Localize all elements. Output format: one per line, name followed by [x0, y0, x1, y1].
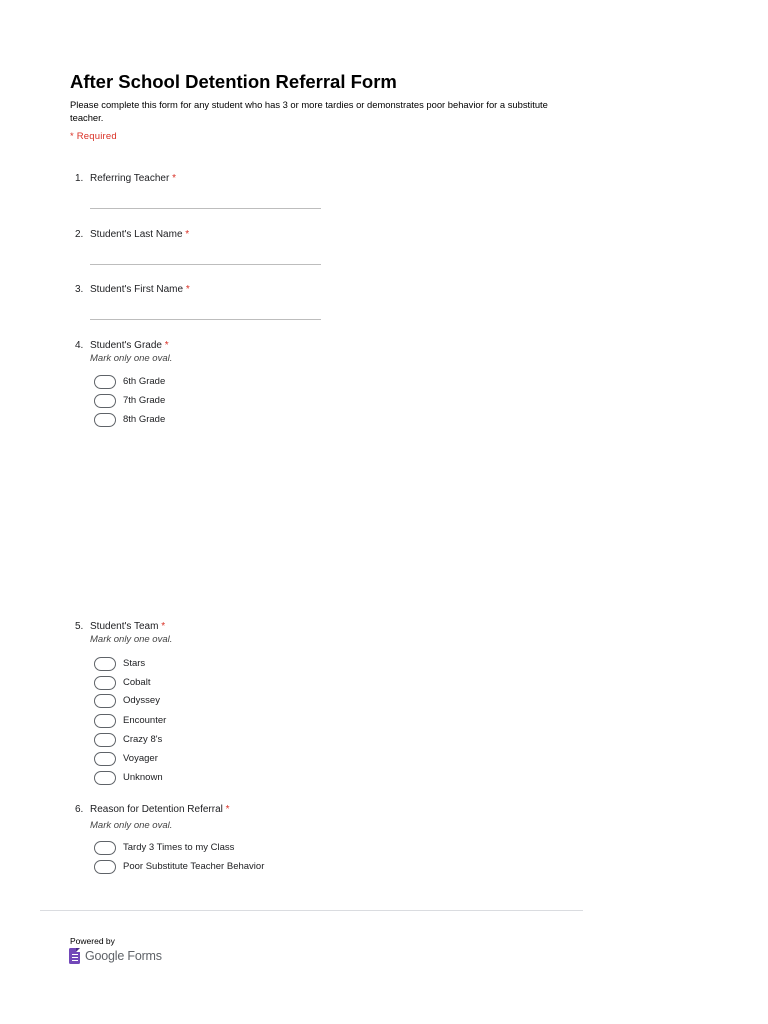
required-star: * — [185, 229, 190, 240]
question-number: 6. — [75, 804, 84, 815]
radio-oval[interactable] — [94, 394, 116, 408]
question-number: 2. — [75, 229, 84, 240]
option-label: 6th Grade — [123, 376, 166, 387]
option-encounter[interactable] — [94, 714, 394, 728]
footer-divider — [40, 910, 583, 911]
question-label: Referring Teacher * — [90, 173, 176, 184]
option-stars[interactable] — [94, 657, 394, 671]
option-6th-grade[interactable] — [94, 375, 394, 389]
radio-oval[interactable] — [94, 733, 116, 747]
option-odyssey[interactable] — [94, 694, 394, 708]
radio-oval[interactable] — [94, 657, 116, 671]
question-number: 1. — [75, 173, 84, 184]
question-number: 5. — [75, 621, 84, 632]
question-label: Student's Team * — [90, 621, 166, 632]
question-label: Reason for Detention Referral * — [90, 804, 230, 815]
required-star: * — [161, 621, 166, 632]
radio-oval[interactable] — [94, 841, 116, 855]
radio-oval[interactable] — [94, 413, 116, 427]
google-forms-wordmark: Google Forms — [85, 949, 162, 963]
radio-oval[interactable] — [94, 694, 116, 708]
question-label: Student's Last Name * — [90, 229, 190, 240]
required-star: * — [172, 173, 176, 184]
option-label: Odyssey — [123, 695, 160, 706]
form-description: Please complete this form for any student who has 3 or more tardies or demonstrates poor behavior for a substitute teacher. — [70, 99, 548, 123]
question-number: 3. — [75, 284, 84, 295]
option-label: Stars — [123, 658, 146, 669]
question-label: Student's Grade * — [90, 340, 169, 351]
required-star: * — [185, 284, 190, 295]
google-forms-icon — [69, 948, 80, 964]
required-star: * — [164, 340, 169, 351]
option-label: 8th Grade — [123, 414, 166, 425]
option-voyager[interactable] — [94, 752, 394, 766]
referring-teacher-input[interactable] — [90, 208, 321, 209]
radio-oval[interactable] — [94, 676, 116, 690]
first-name-input[interactable] — [90, 319, 321, 320]
radio-oval[interactable] — [94, 752, 116, 766]
form-title: After School Detention Referral Form — [70, 71, 397, 92]
option-7th-grade[interactable] — [94, 394, 394, 408]
option-label: Tardy 3 Times to my Class — [123, 842, 235, 853]
option-poor-substitute-behavior[interactable] — [94, 860, 394, 874]
question-hint: Mark only one oval. — [90, 634, 173, 645]
option-label: Cobalt — [123, 677, 151, 688]
required-note: * Required — [70, 131, 117, 142]
option-unknown[interactable] — [94, 771, 394, 785]
required-star: * — [225, 804, 230, 815]
google-forms-logo[interactable] — [69, 948, 179, 966]
option-label: Crazy 8's — [123, 734, 163, 745]
question-label: Student's First Name * — [90, 284, 190, 295]
option-label: Encounter — [123, 715, 167, 726]
option-label: Voyager — [123, 753, 158, 764]
radio-oval[interactable] — [94, 714, 116, 728]
question-number: 4. — [75, 340, 84, 351]
option-crazy-8s[interactable] — [94, 733, 394, 747]
question-hint: Mark only one oval. — [90, 820, 173, 831]
option-cobalt[interactable] — [94, 676, 394, 690]
last-name-input[interactable] — [90, 264, 321, 265]
powered-by-text: Powered by — [70, 936, 115, 946]
radio-oval[interactable] — [94, 860, 116, 874]
option-tardy-3-times[interactable] — [94, 841, 394, 855]
radio-oval[interactable] — [94, 771, 116, 785]
option-label: Poor Substitute Teacher Behavior — [123, 861, 265, 872]
option-8th-grade[interactable] — [94, 413, 394, 427]
option-label: Unknown — [123, 772, 163, 783]
option-label: 7th Grade — [123, 395, 166, 406]
question-hint: Mark only one oval. — [90, 353, 173, 364]
radio-oval[interactable] — [94, 375, 116, 389]
